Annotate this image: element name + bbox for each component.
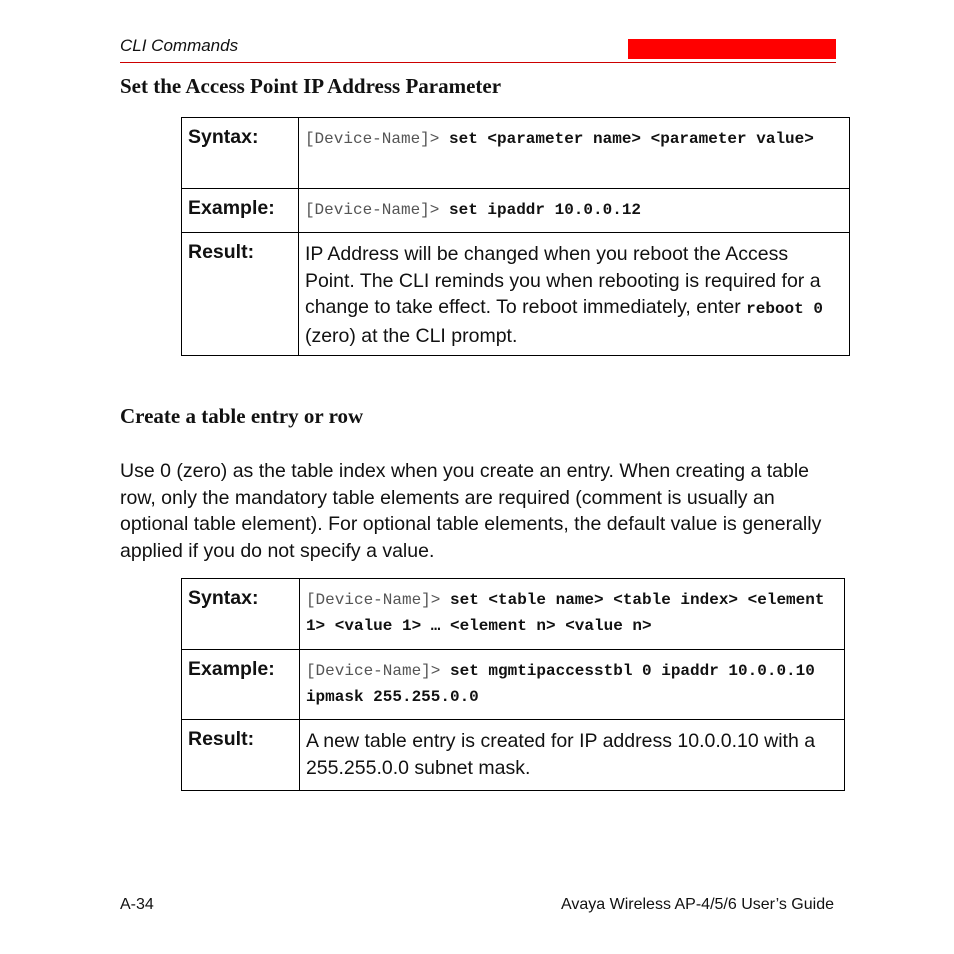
row-label: Example: <box>182 650 300 720</box>
row-label: Example: <box>182 189 299 233</box>
cli-prompt: [Device-Name]> <box>304 201 440 219</box>
section-heading-ip-address: Set the Access Point IP Address Parameter <box>120 74 502 98</box>
syntax-command <box>298 118 849 189</box>
result-text <box>298 233 849 356</box>
syntax-command <box>299 579 844 650</box>
table-row-example <box>182 650 845 720</box>
page-number: A-34 <box>120 896 154 913</box>
row-label: Result: <box>182 233 299 356</box>
row-label: Result: <box>182 720 300 791</box>
table-row-result <box>182 720 845 791</box>
command-table-ip-address <box>181 117 850 356</box>
cli-command: set <parameter name> <parameter value> <box>448 130 814 148</box>
row-label: Syntax: <box>182 579 300 650</box>
inline-code: reboot 0 <box>746 300 823 318</box>
result-text: A new table entry is created for IP address 10.0.0.10 with a 255.255.0.0 subnet mask. <box>299 720 844 791</box>
body-paragraph: Use 0 (zero) as the table index when you create an entry. When creating a table row, only the mandatory table elements are required (comment is usually an optional table element). For optional table elements, the default value is generally applied if you do not specify a value. <box>120 460 822 562</box>
example-command <box>299 650 844 720</box>
cli-command: set mgmtipaccesstbl 0 ipaddr 10.0.0.10 ipmask 255.255.0.0 <box>305 662 815 706</box>
table-row-example <box>182 189 850 233</box>
section-heading-table-entry: Create a table entry or row <box>120 404 364 428</box>
running-header: CLI Commands <box>120 36 239 55</box>
header-divider <box>120 62 836 63</box>
command-table-table-entry <box>181 578 845 791</box>
cli-command: set ipaddr 10.0.0.12 <box>448 201 642 219</box>
table-row-result <box>182 233 850 356</box>
table-row-syntax <box>182 579 845 650</box>
header-accent-bar <box>628 39 836 59</box>
cli-prompt: [Device-Name]> <box>305 662 441 680</box>
guide-title: Avaya Wireless AP-4/5/6 User’s Guide <box>560 896 834 913</box>
cli-prompt: [Device-Name]> <box>304 130 440 148</box>
result-text-start: IP Address will be changed when you reboot the Access Point. The CLI reminds you when rebooting is required for a change to take effect. To reboot immediately, enter <box>304 243 821 318</box>
example-command <box>298 189 849 233</box>
cli-prompt: [Device-Name]> <box>305 591 441 609</box>
cli-command: set <table name> <table index> <element 1> <value 1> … <element n> <value n> <box>305 591 825 635</box>
row-label: Syntax: <box>182 118 299 189</box>
table-row-syntax <box>182 118 850 189</box>
result-text-end: (zero) at the CLI prompt. <box>304 324 518 347</box>
